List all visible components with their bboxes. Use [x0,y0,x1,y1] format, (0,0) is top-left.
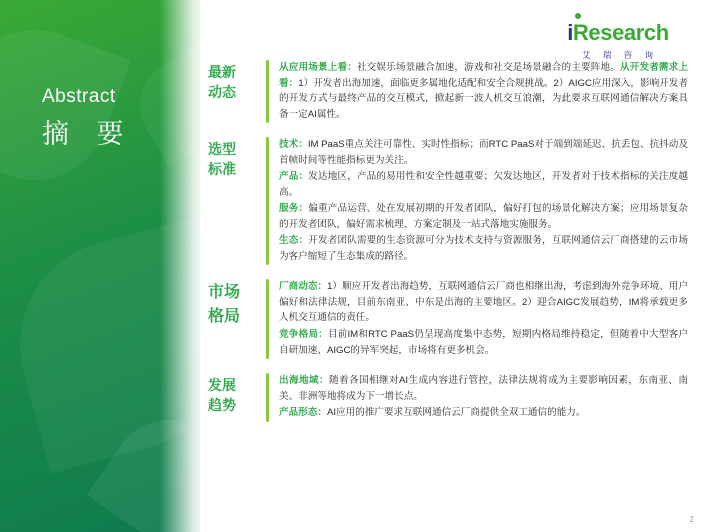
paragraph-keyword: 从开发者需求上看： [279,62,689,89]
section-label [208,279,266,327]
paragraph-text: 社交娱乐场景融合加速，游戏和社交是场景融合的主要阵地。 [356,62,620,73]
section-label-line: 格局 [208,307,241,325]
page-number: 2 [689,515,694,524]
section-paragraph [279,169,688,200]
paragraph-text: 随着各国相继对AI生成内容进行管控，法律法规将成为主要影响因素，东南亚、南美、非洲等地将成为下一增长点。 [279,375,688,402]
abstract-content [208,60,688,436]
paragraph-text: 发达地区，产品的易用性和安全性越重要；欠发达地区，开发者对于技术指标的关注度越高。 [279,171,689,198]
paragraph-keyword: 生态： [279,235,309,247]
section-label-line: 市场 [208,284,241,302]
paragraph-text: AI应用的推广要求互联网通信云厂商提供全双工通信的能力。 [326,407,586,419]
section-body [279,137,688,265]
abstract-section [208,60,688,123]
section-label-line: 标准 [208,161,236,178]
section-label-line: 趋势 [208,397,236,414]
section-paragraph [279,405,688,421]
paragraph-keyword: 从应用场景上看： [279,62,357,73]
section-label-line: 发展 [208,377,236,394]
section-accent-bar [266,373,269,422]
paragraph-keyword: 技术： [279,139,308,151]
section-label-line: 动态 [208,84,236,101]
paragraph-keyword: 出海地域： [279,375,329,387]
paragraph-keyword: 竞争格局： [279,328,328,340]
paragraph-keyword: 产品： [279,171,309,183]
section-accent-bar [266,137,269,265]
section-paragraph [279,233,688,264]
paragraph-keyword: 产品形态： [279,407,327,419]
section-title-cn: 摘 要 [42,119,134,149]
abstract-section [208,137,688,265]
section-paragraph [279,201,688,232]
brand-logo-subtitle: 艾 瑞 咨 询 [581,50,659,60]
section-label [208,60,266,103]
brand-logo-text [552,22,684,44]
section-label [208,137,266,180]
paragraph-keyword: 服务： [279,203,309,215]
abstract-section [208,279,688,359]
section-paragraph [279,373,688,404]
brand-logo-research: Research [572,20,669,45]
section-body [279,279,688,359]
section-label-line: 选型 [208,141,236,158]
paragraph-text: 1）顺应开发者出海趋势，互联网通信云厂商也相继出海，考虑到海外竞争环境、用户偏好和法律法规，目前东南亚、中东是出海的主要地区。2）迎合AIGC发展趋势，IM将承载更多人机交互通信的责任。 [279,281,688,324]
paragraph-text: 偏重产品运营、处在发展初期的开发者团队，偏好打包的场景化解决方案；应用场景复杂的开发者团队，偏好需求梳理、方案定制及一站式落地实施服务。 [279,203,689,230]
abstract-section [208,373,688,422]
paragraph-text: 开发者团队需要的生态资源可分为技术支持与资源服务，互联网通信云厂商搭建的云市场为客户缩短了生态集成的路径。 [279,235,689,262]
brand-logo-i: i [567,20,573,45]
paragraph-text: IM PaaS重点关注可靠性、实时性指标；而RTC PaaS对于端到端延迟、抗丢包、抗抖动及首帧时间等性能指标更为关注。 [279,139,689,166]
section-body [279,373,688,422]
section-paragraph [279,137,688,168]
section-paragraph [279,279,688,326]
section-paragraph [279,60,688,122]
section-label [208,373,266,416]
paragraph-keyword: 厂商动态： [279,281,328,293]
paragraph-text: 1）开发者出海加速，面临更多属地化适配和安全合规挑战。2）AIGC应用深入，影响开发者的开发方式与最终产品的交互模式，掀起新一波人机交互浪潮，为此要求互联网通信解决方案具备一定AI属性。 [279,77,688,120]
section-label-line: 最新 [208,64,236,80]
brand-logo [552,22,684,61]
section-body [279,60,688,123]
section-accent-bar [266,60,269,123]
panel-edge-fade [160,0,208,532]
section-accent-bar [266,279,269,359]
logo-dot-icon [575,13,581,19]
paragraph-text: 目前IM和RTC PaaS仍呈现高度集中态势，短期内格局维持稳定，但随着中大型客户自研加速、AIGC的异军突起，市场将有更多机会。 [279,328,689,356]
section-paragraph [279,327,688,358]
section-title-en: Abstract [42,86,116,107]
